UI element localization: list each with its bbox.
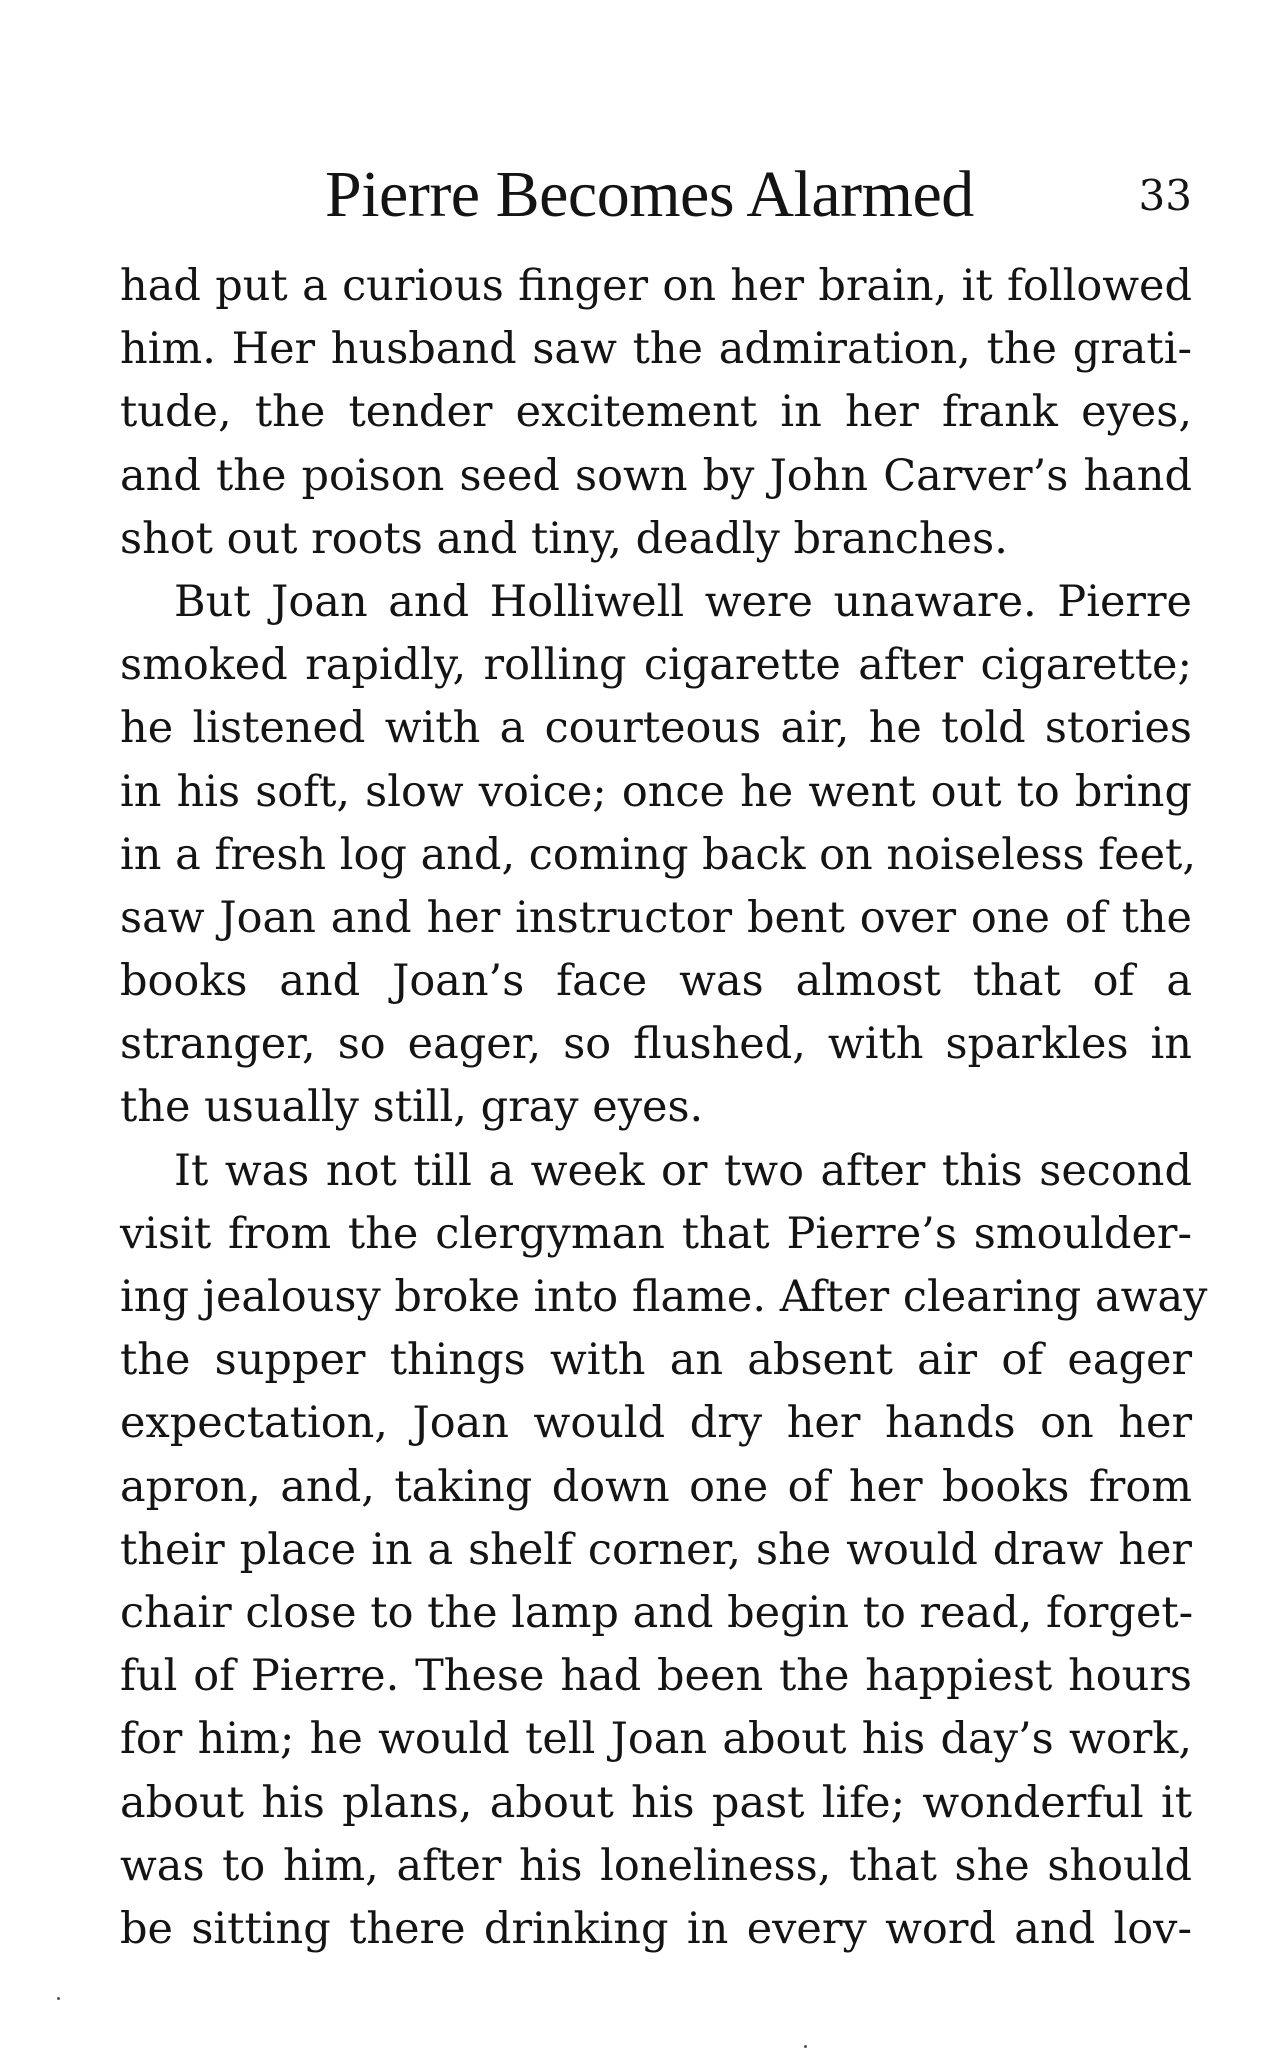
text-line: the supper things with an absent air of eager <box>120 1335 1192 1386</box>
text-line: expectation, Joan would dry her hands on her <box>120 1398 1192 1449</box>
paragraph-1 <box>120 255 1192 571</box>
text-line: apron, and, taking down one of her books from <box>120 1461 1192 1512</box>
text-line: their place in a shelf corner, she would draw her <box>120 1524 1192 1575</box>
text-line: he listened with a courteous air, he told stories <box>120 703 1192 754</box>
scan-speck <box>57 1997 60 2000</box>
text-line: But Joan and Holliwell were unaware. Pierre <box>174 576 1192 627</box>
text-line: shot out roots and tiny, deadly branches. <box>120 513 1008 564</box>
scan-speck <box>804 2045 807 2048</box>
paragraph-2 <box>120 571 1197 1140</box>
text-line: It was not till a week or two after this second <box>174 1145 1192 1196</box>
text-line: ing jealousy broke into flame. After clearing away <box>120 1272 1208 1322</box>
text-line: and the poison seed sown by John Carver’s hand <box>120 450 1192 501</box>
body-text <box>120 255 1208 1961</box>
text-line: visit from the clergyman that Pierre’s smoulder- <box>120 1208 1192 1259</box>
text-line: saw Joan and her instructor bent over one of the <box>120 892 1192 943</box>
text-line: ful of Pierre. These had been the happiest hours <box>120 1651 1192 1702</box>
text-line: be sitting there drinking in every word and lov- <box>120 1903 1192 1954</box>
page-number: 33 <box>1138 171 1192 220</box>
text-line: was to him, after his loneliness, that she should <box>120 1840 1192 1891</box>
text-line: for him; he would tell Joan about his day’s work, <box>120 1714 1192 1765</box>
running-head <box>120 155 1192 235</box>
chapter-title: Pierre Becomes Alarmed <box>325 158 974 231</box>
paragraph-3 <box>120 1140 1208 1961</box>
text-line: stranger, so eager, so flushed, with sparkles in <box>120 1019 1192 1070</box>
text-line: the usually still, gray eyes. <box>120 1082 704 1133</box>
text-line: had put a curious finger on her brain, it followed <box>120 261 1192 311</box>
text-line: smoked rapidly, rolling cigarette after cigarette; <box>120 640 1192 691</box>
text-line: him. Her husband saw the admiration, the grati- <box>120 324 1192 375</box>
text-line: about his plans, about his past life; wonderful it <box>120 1777 1192 1828</box>
text-line: in a fresh log and, coming back on noiseless feet, <box>120 829 1197 880</box>
text-line: in his soft, slow voice; once he went out to bring <box>120 766 1192 817</box>
text-line: chair close to the lamp and begin to read, forget- <box>120 1587 1194 1638</box>
text-line: tude, the tender excitement in her frank eyes, <box>120 387 1192 438</box>
text-line: books and Joan’s face was almost that of a <box>120 956 1192 1007</box>
